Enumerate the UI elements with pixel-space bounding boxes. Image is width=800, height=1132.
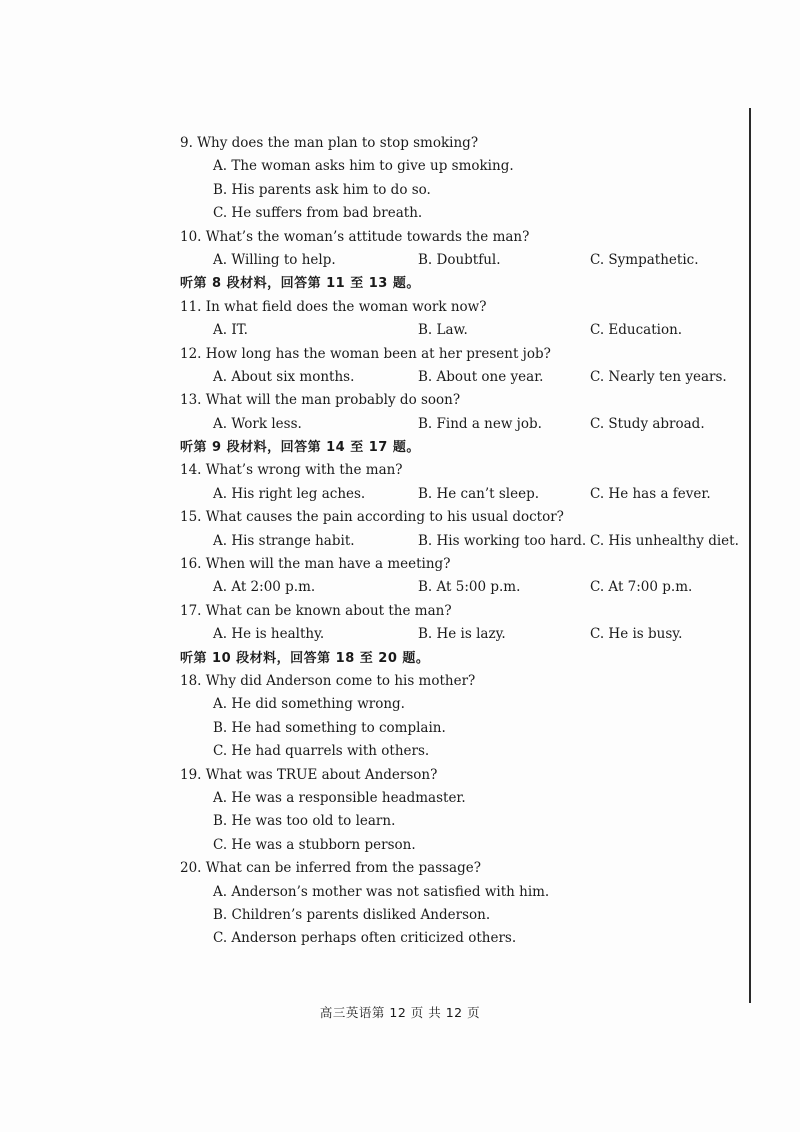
answer-option-b: B. His working too hard. [418,532,587,549]
answer-option-c: C. Nearly ten years. [590,368,727,385]
answer-option: A. The woman asks him to give up smoking. [213,158,514,175]
answer-option: B. Children’s parents disliked Anderson. [213,906,491,923]
question-list [180,132,740,951]
answer-option-b: B. About one year. [418,368,544,385]
answer-option-b: B. Find a new job. [418,415,542,432]
answer-option-b: B. Law. [418,322,468,339]
answer-option-c: C. He has a fever. [590,485,711,502]
answer-option: B. He had something to complain. [213,719,446,736]
question-stem: 14. What’s wrong with the man? [180,462,403,479]
answer-option-a: A. At 2:00 p.m. [213,579,316,596]
answer-option: B. His parents ask him to do so. [213,181,431,198]
page-footer: 高三英语第 12 页 共 12 页 [319,1005,481,1020]
option-row [180,576,740,599]
option-row [180,319,740,342]
answer-option: C. He was a stubborn person. [213,836,416,853]
answer-option: A. He was a responsible headmaster. [213,789,466,806]
answer-option-c: C. Education. [590,322,683,339]
answer-option-c: C. At 7:00 p.m. [590,579,693,596]
answer-option-b: B. Doubtful. [418,251,501,268]
option-row [180,623,740,646]
option-row [180,483,740,506]
section-heading: 听第 8 段材料，回答第 11 至 13 题。 [180,276,420,292]
answer-option-a: A. Work less. [213,415,302,432]
answer-option-a: A. His strange habit. [213,532,355,549]
answer-option-c: C. His unhealthy diet. [590,532,739,549]
question-stem: 16. When will the man have a meeting? [180,556,451,573]
answer-option-a: A. He is healthy. [213,626,325,643]
question-stem: 11. In what field does the woman work now? [180,298,487,315]
answer-option-c: C. He is busy. [590,626,683,643]
question-stem: 13. What will the man probably do soon? [180,392,461,409]
answer-option: C. Anderson perhaps often criticized others. [213,930,517,947]
option-row [180,249,740,272]
page-border-rule [749,108,751,1003]
question-stem: 10. What’s the woman’s attitude towards the man? [180,228,530,245]
question-stem: 17. What can be known about the man? [180,602,452,619]
question-stem: 20. What can be inferred from the passage? [180,860,481,877]
answer-option-b: B. At 5:00 p.m. [418,579,521,596]
option-row [180,366,740,389]
question-stem: 9. Why does the man plan to stop smoking? [180,135,479,151]
question-stem: 19. What was TRUE about Anderson? [180,766,438,783]
answer-option-c: C. Sympathetic. [590,251,699,268]
section-heading: 听第 10 段材料，回答第 18 至 20 题。 [180,650,430,666]
answer-option: C. He suffers from bad breath. [213,205,423,222]
option-row [180,530,740,553]
section-heading: 听第 9 段材料，回答第 14 至 17 题。 [180,440,420,456]
answer-option-a: A. IT. [213,322,248,339]
answer-option-b: B. He is lazy. [418,626,506,643]
question-stem: 18. Why did Anderson come to his mother? [180,672,476,689]
answer-option-a: A. Willing to help. [213,251,336,268]
answer-option: A. Anderson’s mother was not satisfied with him. [213,883,550,900]
answer-option-c: C. Study abroad. [590,415,705,432]
option-row [180,413,740,436]
answer-option-b: B. He can’t sleep. [418,485,540,502]
answer-option: C. He had quarrels with others. [213,743,430,760]
question-stem: 15. What causes the pain according to his usual doctor? [180,509,564,526]
question-stem: 12. How long has the woman been at her present job? [180,345,551,362]
answer-option: B. He was too old to learn. [213,813,396,830]
answer-option-a: A. His right leg aches. [213,485,366,502]
answer-option-a: A. About six months. [213,368,355,385]
answer-option: A. He did something wrong. [213,696,405,713]
